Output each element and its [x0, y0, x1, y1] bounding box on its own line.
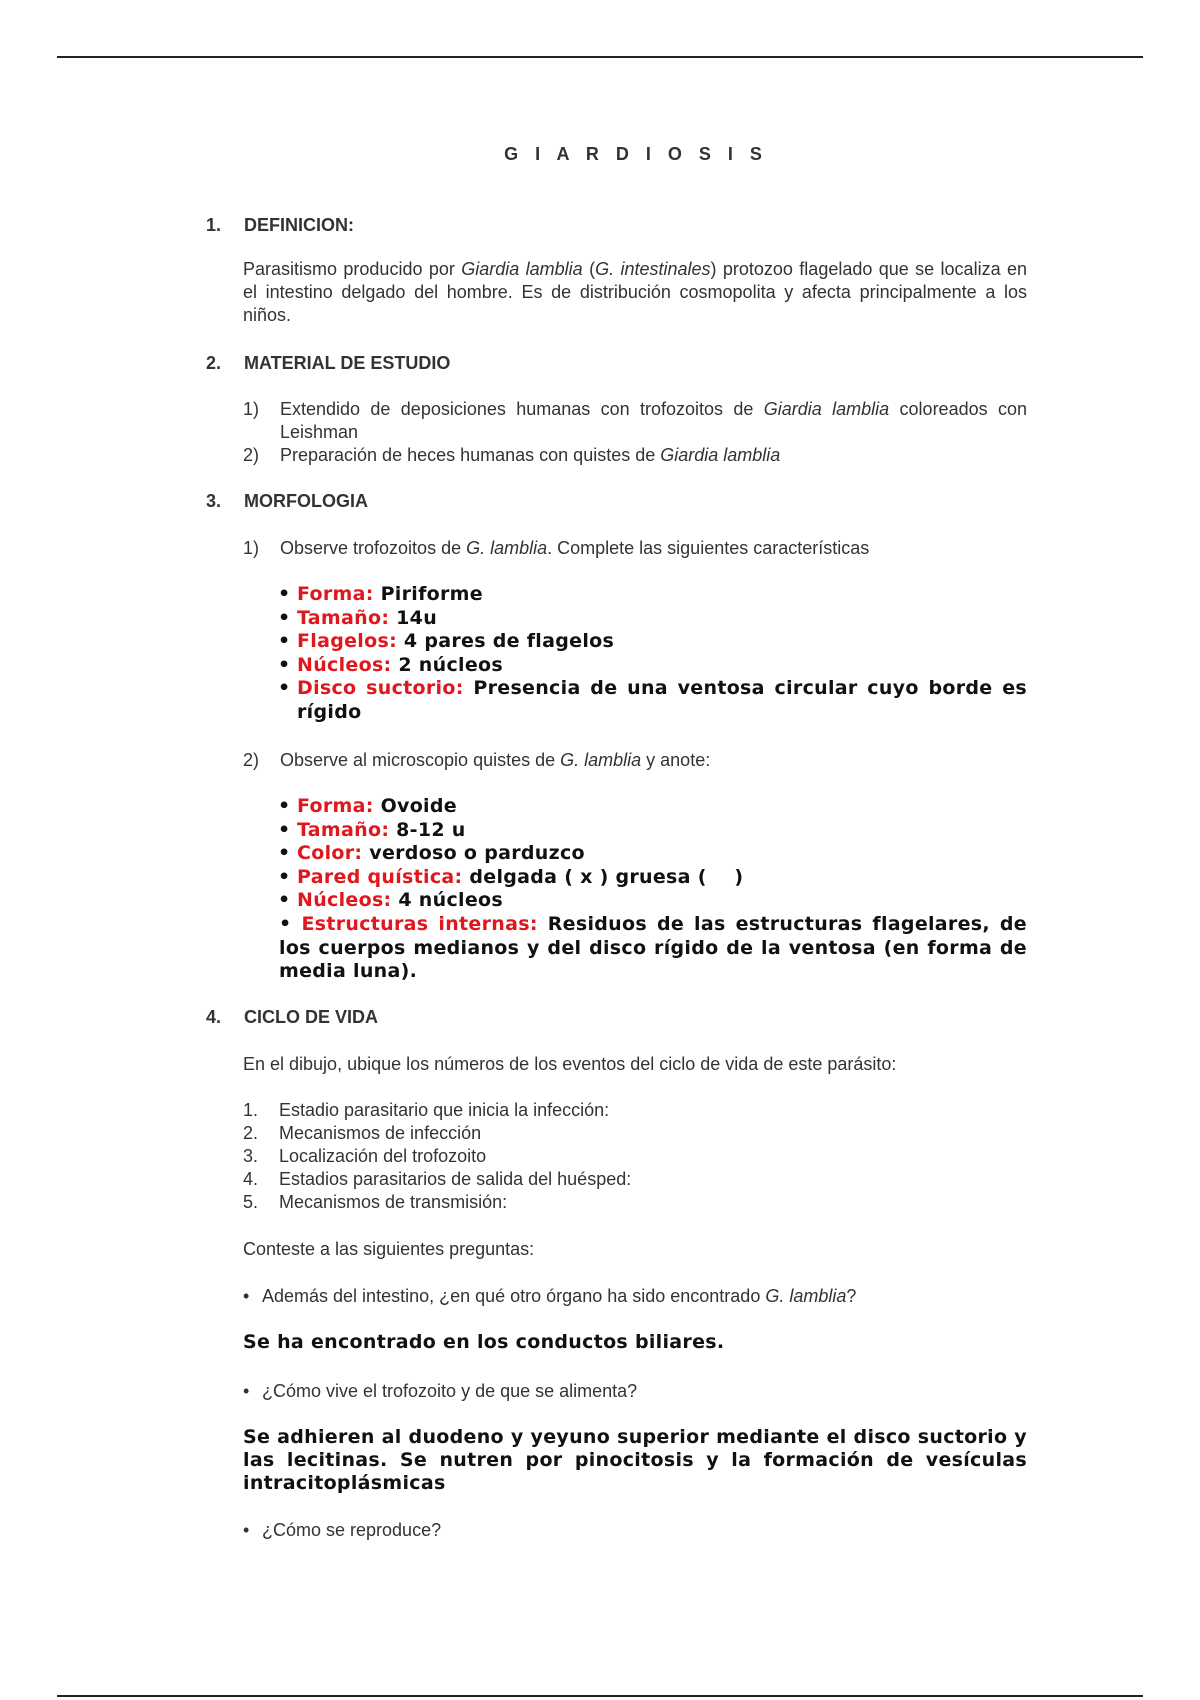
list-item: • Núcleos: 2 núcleos	[278, 653, 503, 676]
morphology-step-2	[243, 749, 1027, 772]
section-4-heading	[206, 1007, 378, 1028]
section-2-number: 2.	[206, 353, 222, 373]
list-item: • Flagelos: 4 pares de flagelos	[278, 630, 615, 652]
list-item: • Núcleos: 4 núcleos	[278, 889, 503, 911]
question-3: • ¿Cómo se reproduce?	[243, 1520, 442, 1540]
section-1-number: 1.	[206, 215, 222, 235]
cyst-internal-structures	[279, 913, 1027, 984]
life-cycle-intro: En el dibujo, ubique los números de los eventos del ciclo de vida de este parásito:	[243, 1054, 897, 1074]
life-cycle-events	[243, 1099, 1027, 1214]
list-item: 2) Preparación de heces humanas con quistes de Giardia lamblia	[243, 445, 781, 465]
questions-intro: Conteste a las siguientes preguntas:	[243, 1239, 535, 1259]
section-1-title: DEFINICION:	[244, 215, 354, 235]
answer-2: Se adhieren al duodeno y yeyuno superior mediante el disco suctorio y las lecitinas. Se nutren por pinocitosis y la formación de vesículas intracitoplásmicas	[243, 1426, 1027, 1494]
list-item: 5. Mecanismos de transmisión:	[243, 1192, 508, 1212]
list-item: • Estructuras internas: Residuos de las estructuras flagelares, de los cuerpos medianos y del disco rígido de la ventosa (en forma de media luna).	[279, 913, 1027, 982]
list-item: • Disco suctorio: Presencia de una ventosa circular cuyo borde es rígido	[278, 677, 1027, 723]
answer-1: Se ha encontrado en los conductos biliares.	[243, 1331, 725, 1353]
list-item: • Forma: Ovoide	[278, 795, 457, 817]
list-item: • Color: verdoso o parduzco	[278, 842, 585, 864]
list-item: 2. Mecanismos de infección	[243, 1123, 482, 1143]
list-item: 4. Estadios parasitarios de salida del huésped:	[243, 1169, 632, 1189]
list-item: • Tamaño: 8-12 u	[278, 818, 466, 841]
page-title: G I A R D I O S I S	[504, 144, 768, 164]
list-item: • Tamaño: 14u	[278, 606, 438, 629]
cyst-characteristics	[277, 795, 1027, 913]
morphology-step-1	[243, 537, 1027, 560]
list-item: • Pared quística: delgada ( x ) gruesa ( )	[278, 865, 744, 888]
list-item: • Forma: Piriforme	[278, 583, 483, 605]
list-item: 1) Observe trofozoitos de G. lamblia. Complete las siguientes características	[243, 538, 870, 558]
section-3-number: 3.	[206, 491, 222, 511]
bottom-rule	[57, 1695, 1143, 1697]
list-item: 1) Extendido de deposiciones humanas con trofozoitos de Giardia lamblia coloreados con Leishman	[243, 399, 1027, 442]
question-1: • Además del intestino, ¿en qué otro órgano ha sido encontrado G. lamblia?	[243, 1286, 857, 1306]
material-list	[243, 398, 1027, 467]
question-2: • ¿Cómo vive el trofozoito y de que se alimenta?	[243, 1381, 638, 1401]
list-item: 2) Observe al microscopio quistes de G. lamblia y anote:	[243, 750, 711, 770]
section-3-title: MORFOLOGIA	[244, 491, 368, 511]
top-rule	[57, 56, 1143, 58]
list-item: 1. Estadio parasitario que inicia la infección:	[243, 1100, 610, 1120]
section-4-number: 4.	[206, 1007, 222, 1027]
definition-paragraph: Parasitismo producido por Giardia lamblia (G. intestinales) protozoo flagelado que se localiza en el intestino delgado del hombre. Es de distribución cosmopolita y afecta principalmente a los niños.	[243, 259, 1027, 325]
list-item: 3. Localización del trofozoito	[243, 1146, 487, 1166]
section-2-heading	[206, 353, 450, 374]
section-1-heading	[206, 215, 354, 236]
section-4-title: CICLO DE VIDA	[244, 1007, 379, 1027]
section-3-heading	[206, 491, 368, 512]
section-2-title: MATERIAL DE ESTUDIO	[244, 353, 451, 373]
trophozoite-characteristics	[277, 583, 1027, 724]
